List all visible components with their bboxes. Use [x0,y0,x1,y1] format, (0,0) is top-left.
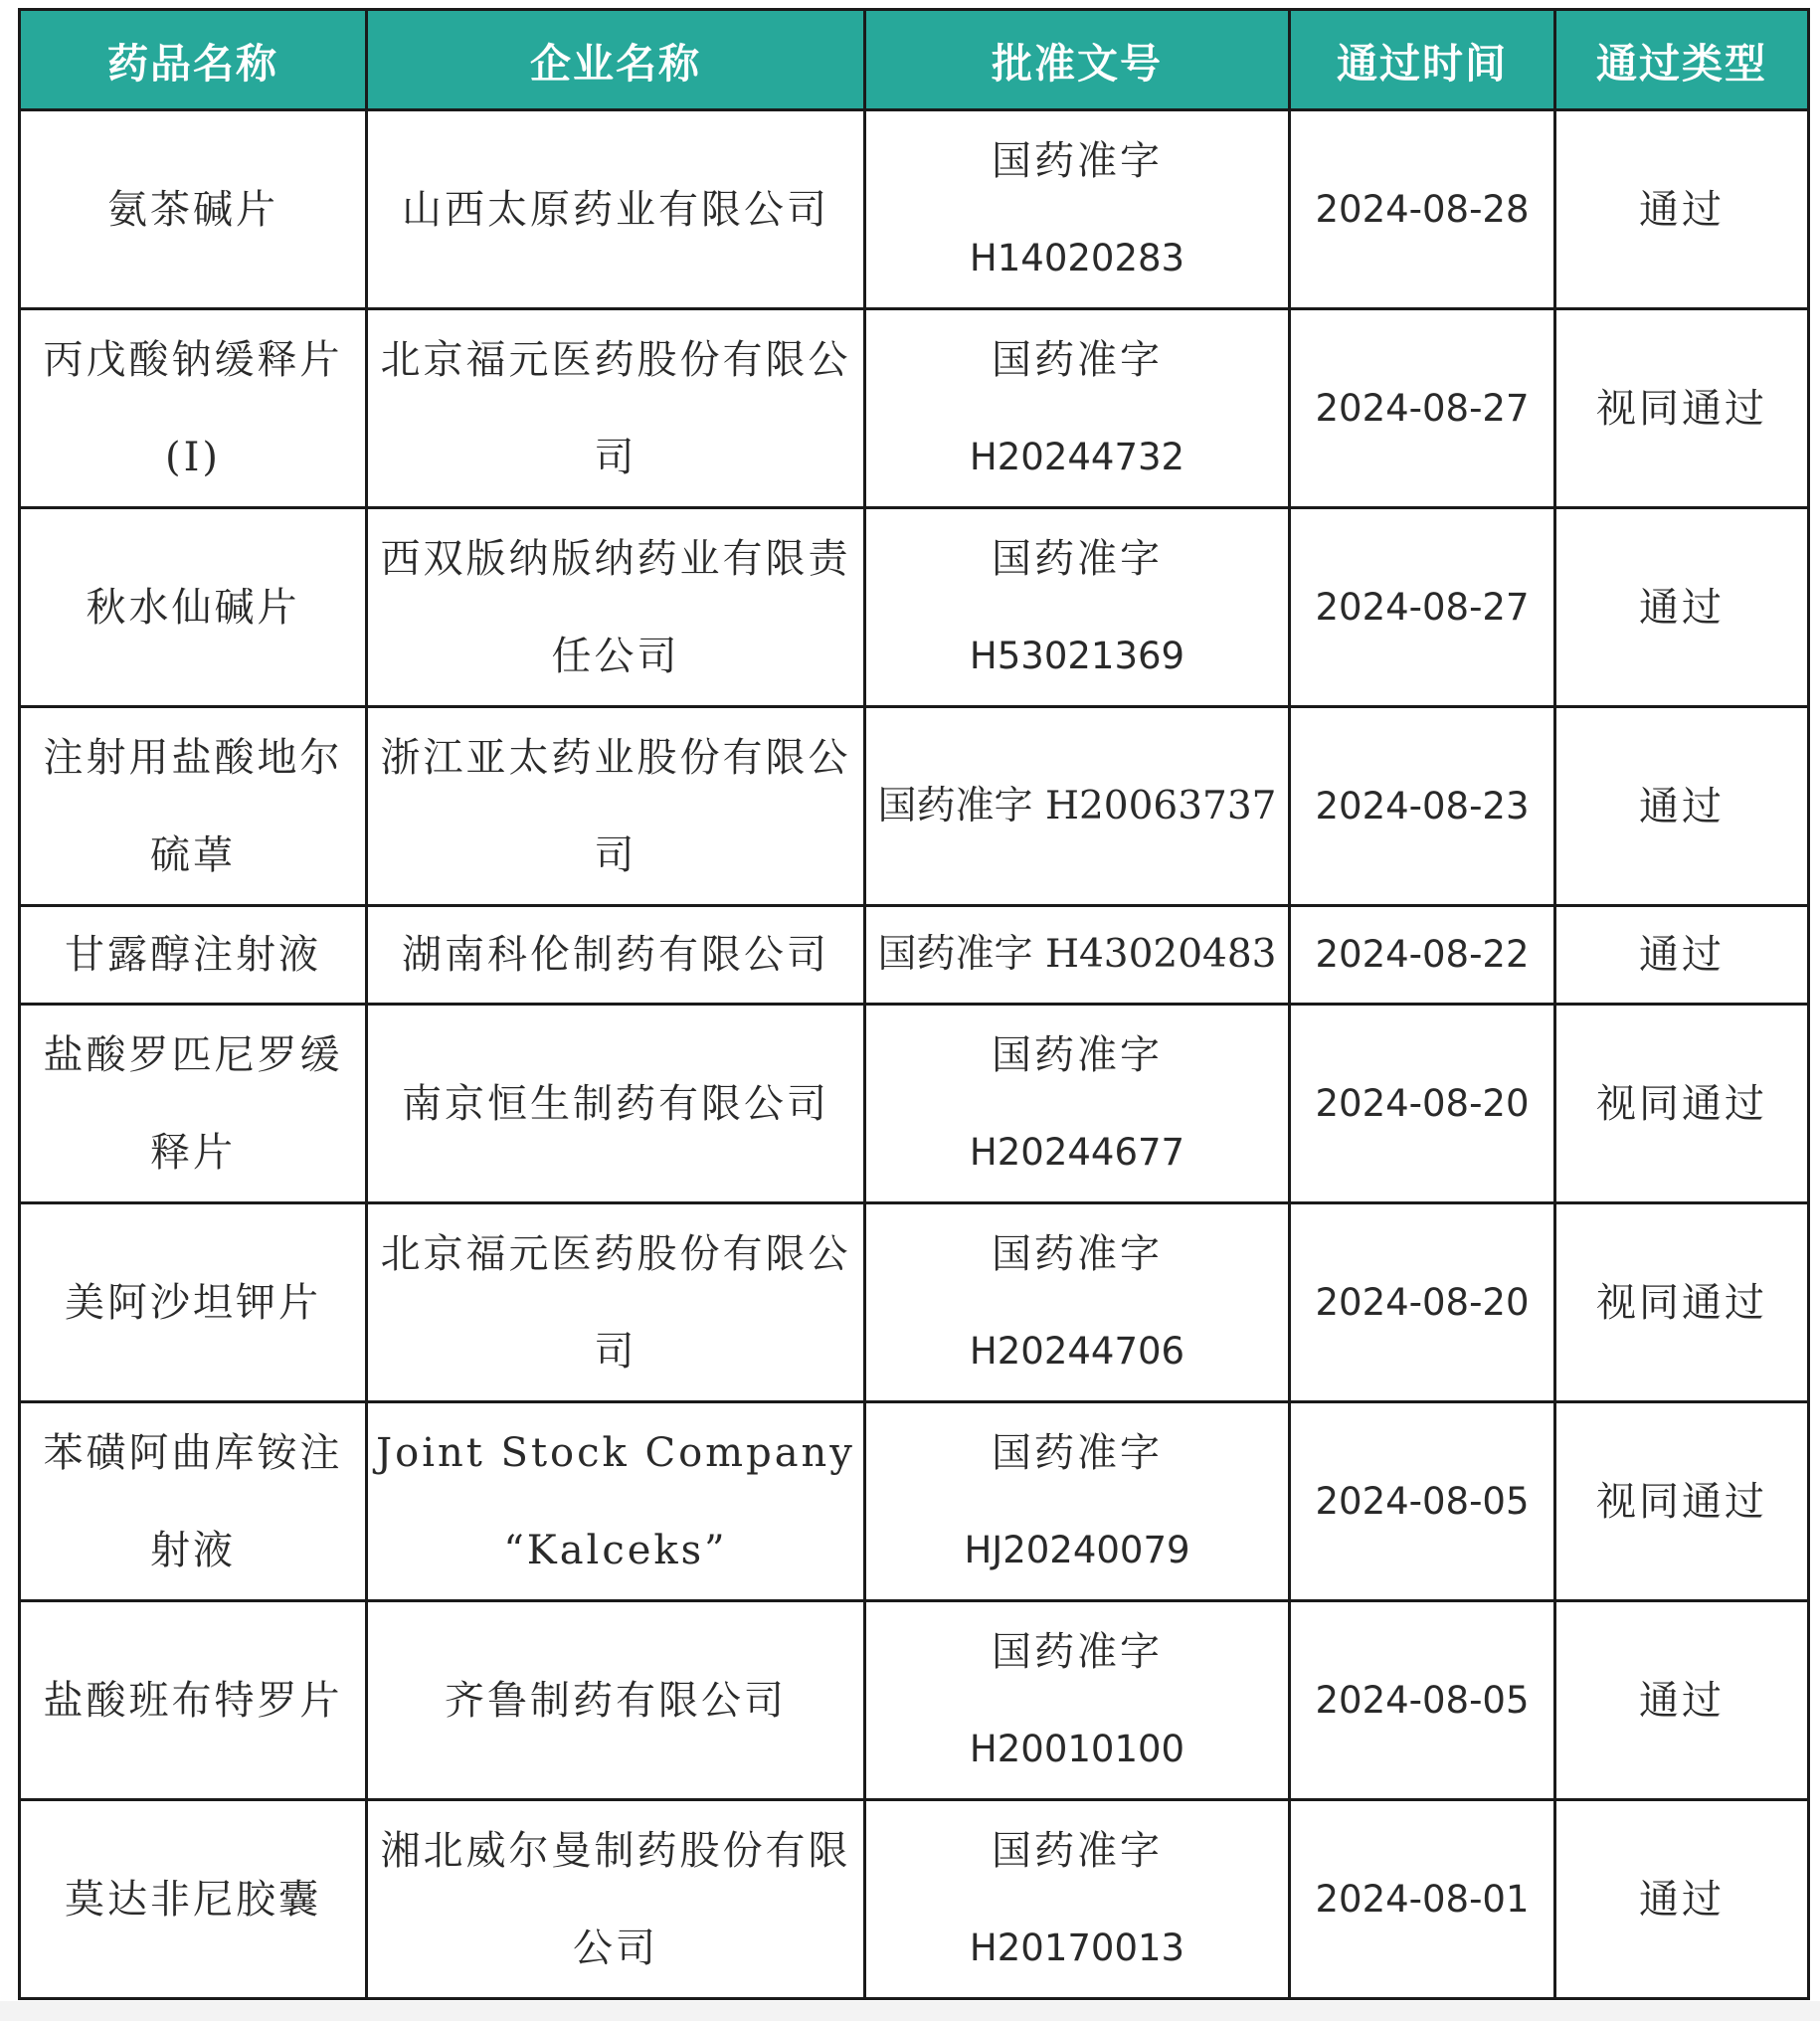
approval-prefix: 国药准字 [992,137,1163,184]
approval-code: H20244677 [969,1130,1185,1174]
table-row [20,508,1809,707]
cell-drug-name: 美阿沙坦钾片 [20,1203,367,1402]
cell-drug-name: 丙戊酸钠缓释片(Ⅰ) [20,309,367,508]
cell-pass-type: 通过 [1555,707,1809,906]
cell-company-name: 齐鲁制药有限公司 [367,1601,865,1800]
cell-approval-number [865,1601,1290,1800]
cell-drug-name: 盐酸班布特罗片 [20,1601,367,1800]
bottom-margin [0,2001,1820,2021]
header-pass-type: 通过类型 [1555,10,1809,110]
approval-prefix: 国药准字 [877,932,1033,977]
table-row [20,1601,1809,1800]
cell-pass-type: 通过 [1555,1800,1809,1999]
cell-approval-number [865,309,1290,508]
cell-pass-type: 视同通过 [1555,1402,1809,1601]
table-row [20,309,1809,508]
approval-prefix: 国药准字 [992,1031,1163,1078]
cell-pass-type: 视同通过 [1555,1005,1809,1203]
cell-company-name: 南京恒生制药有限公司 [367,1005,865,1203]
approval-prefix: 国药准字 [992,1827,1163,1874]
approval-code: H53021369 [969,634,1185,677]
table-row [20,1005,1809,1203]
cell-pass-date: 2024-08-22 [1290,906,1555,1005]
cell-company-name: 北京福元医药股份有限公司 [367,309,865,508]
cell-approval-number [865,1800,1290,1999]
approval-prefix: 国药准字 [992,1429,1163,1476]
approval-prefix: 国药准字 [877,783,1033,828]
table-row [20,1203,1809,1402]
drug-consistency-table [18,8,1810,2000]
cell-pass-type: 通过 [1555,508,1809,707]
cell-pass-date: 2024-08-20 [1290,1203,1555,1402]
cell-drug-name: 苯磺阿曲库铵注射液 [20,1402,367,1601]
table-row [20,110,1809,309]
table-row [20,906,1809,1005]
approval-code: H20010100 [969,1727,1185,1770]
header-approval-number: 批准文号 [865,10,1290,110]
cell-approval-number [865,1005,1290,1203]
cell-company-name: 浙江亚太药业股份有限公司 [367,707,865,906]
cell-pass-type: 通过 [1555,906,1809,1005]
cell-drug-name: 氨茶碱片 [20,110,367,309]
table-header-row [20,10,1809,110]
cell-pass-date: 2024-08-01 [1290,1800,1555,1999]
approval-prefix: 国药准字 [992,535,1163,582]
cell-drug-name: 甘露醇注射液 [20,906,367,1005]
cell-pass-type: 通过 [1555,1601,1809,1800]
header-drug-name: 药品名称 [20,10,367,110]
cell-pass-date: 2024-08-20 [1290,1005,1555,1203]
cell-approval-number [865,508,1290,707]
cell-pass-type: 视同通过 [1555,1203,1809,1402]
approval-code: H20244706 [969,1329,1185,1373]
cell-drug-name: 盐酸罗匹尼罗缓释片 [20,1005,367,1203]
cell-drug-name: 注射用盐酸地尔硫䓬 [20,707,367,906]
cell-pass-type: 通过 [1555,110,1809,309]
approval-code: H20063737 [1044,783,1277,828]
approval-code: H43020483 [1044,932,1277,977]
cell-pass-date: 2024-08-27 [1290,508,1555,707]
cell-approval-number [865,1402,1290,1601]
approval-code: H14020283 [969,236,1185,279]
header-pass-date: 通过时间 [1290,10,1555,110]
cell-approval-number [865,707,1290,906]
cell-company-name: Joint Stock Company “Kalceks” [367,1402,865,1601]
cell-company-name: 湖南科伦制药有限公司 [367,906,865,1005]
header-company-name: 企业名称 [367,10,865,110]
cell-pass-date: 2024-08-05 [1290,1402,1555,1601]
cell-pass-date: 2024-08-23 [1290,707,1555,906]
cell-company-name: 山西太原药业有限公司 [367,110,865,309]
table-row [20,707,1809,906]
cell-drug-name: 莫达非尼胶囊 [20,1800,367,1999]
cell-company-name: 西双版纳版纳药业有限责任公司 [367,508,865,707]
cell-pass-date: 2024-08-05 [1290,1601,1555,1800]
cell-company-name: 湘北威尔曼制药股份有限公司 [367,1800,865,1999]
table-row [20,1402,1809,1601]
approval-code: HJ20240079 [964,1528,1190,1571]
cell-approval-number [865,1203,1290,1402]
cell-drug-name: 秋水仙碱片 [20,508,367,707]
cell-pass-date: 2024-08-28 [1290,110,1555,309]
approval-code: H20170013 [969,1926,1185,1969]
table-row [20,1800,1809,1999]
approval-code: H20244732 [969,435,1185,478]
cell-company-name: 北京福元医药股份有限公司 [367,1203,865,1402]
cell-pass-date: 2024-08-27 [1290,309,1555,508]
approval-prefix: 国药准字 [992,1230,1163,1277]
cell-pass-type: 视同通过 [1555,309,1809,508]
approval-prefix: 国药准字 [992,1628,1163,1675]
approval-prefix: 国药准字 [992,336,1163,383]
cell-approval-number [865,110,1290,309]
cell-approval-number [865,906,1290,1005]
